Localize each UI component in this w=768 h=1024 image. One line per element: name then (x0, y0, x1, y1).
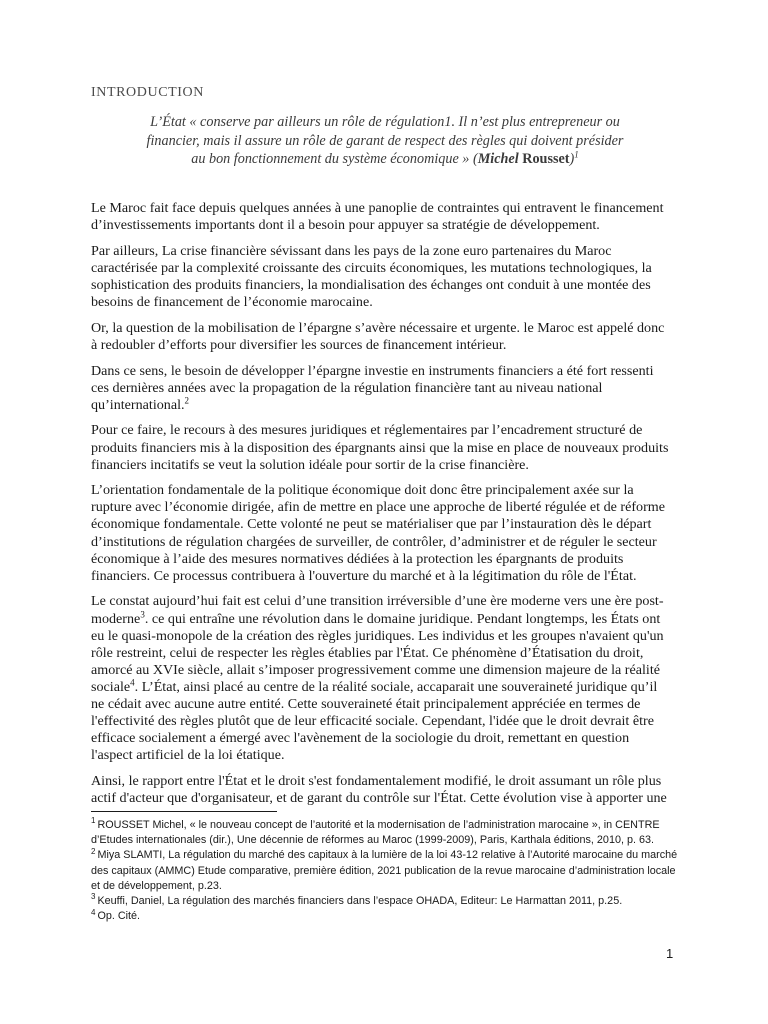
paragraph (91, 363, 673, 414)
paragraph (91, 773, 673, 807)
epigraph-author-close: ) (569, 151, 575, 167)
page-number: 1 (666, 946, 674, 961)
footnote-number: 4 (91, 907, 96, 917)
footnote (91, 848, 681, 894)
paragraph-text: Le constat aujourd’hui fait est celui d’une transition irréversible d’une ère moderne vers une ère post-moderne (91, 593, 664, 627)
footnote (91, 894, 681, 909)
epigraph-author-first: Michel (477, 151, 519, 167)
paragraph (91, 593, 673, 764)
footnote-ref: 1 (574, 149, 579, 160)
paragraph-text: Par ailleurs, La crise financière sévissant dans les pays de la zone euro partenaires du Maroc caractérisée par la complexité croissante des circuits économiques, les mutations technologiques, la sophistication des produits financiers, la mondialisation des échanges ont conduit à une montée des besoins de financement de l’économie marocaine. (91, 242, 652, 311)
section-heading: INTRODUCTION (91, 85, 204, 100)
paragraph (91, 482, 673, 585)
paragraph-text: Ainsi, le rapport entre l'État et le droit s'est fondamentalement modifié, le droit assumant un rôle plus actif d'acteur que d'organisateur, et de garant du contrôle sur l'État. Cette évolution vise à apporter une (91, 772, 667, 807)
footnote-separator (91, 811, 277, 812)
footnote-text: ROUSSET Michel, « le nouveau concept de l’autorité et la modernisation de l’administration marocaine », in CENTRE d’Etudes internationales (dir.), Une décennie de réformes au Maroc (1999-2009), Paris, Karthala éditions, 2010, p. 63. (91, 819, 660, 847)
footnotes (91, 818, 681, 924)
paragraph-text: Pour ce faire, le recours à des mesures juridiques et réglementaires par l’encadrement structuré de produits financiers mis à la disposition des épargnants ainsi que la mise en place de nouveaux produits financiers incitatifs se veut la solution idéale pour sortir de la crise financière. (91, 422, 669, 473)
footnote-ref: 2 (184, 395, 190, 406)
paragraph-text: . ce qui entraîne une révolution dans le domaine juridique. Pendant longtemps, les États ont eu le quasi-monopole de la création des règles juridiques. Les individus et les groupes n'avaient qu'un rôle restreint, celui de respecter les règles établies par l'État. Ce phénomène d’Étatisation du droit, amorcé au XVIe siècle, allait s’imposer progressivement comme une dimension majeure de la réalité sociale (91, 610, 664, 695)
paragraph-text: L’orientation fondamentale de la politique économique doit donc être principalement axée sur la rupture avec l’économie dirigée, afin de mettre en place une approche de liberté régulée et de réforme économique fondamentale. Cette volonté ne peut se matérialiser que par l’instauration dès le départ d’institutions de régulation chargées de surveiller, de contrôler, d’administrer et de réguler le secteur économique à l’aide des mesures normatives dédiées à la protection les épargnants de produits financiers. Ce processus contribuera à l'ouverture du marché et à la légitimation du rôle de l'État. (91, 482, 666, 584)
footnote-ref: 3 (140, 608, 145, 619)
paragraph (91, 243, 673, 311)
epigraph-author-last: Rousset (522, 151, 570, 167)
paragraph (91, 422, 673, 473)
paragraph-text: Dans ce sens, le besoin de développer l’épargne investie en instruments financiers a été fort ressenti ces dernières années avec la propagation de la régulation financière tant au niveau national qu’international. (91, 362, 654, 413)
body-text (91, 200, 673, 816)
paragraph-text: . L’État, ainsi placé au centre de la réalité sociale, accaparait une souveraineté juridique qu’il ne cédait avec aucune autre entité. Cette souveraineté était principalement appréciée en termes de l'effectivité des règles plutôt que de leur efficacité sociale. Cependant, l'idée que le droit devrait être efficace socialement a émergé avec l'avènement de la sociologie du droit, remettant en question l'aspect artificiel de la loi étatique. (91, 678, 658, 764)
footnote-ref: 4 (130, 677, 135, 688)
epigraph-quote (140, 113, 630, 169)
footnote-text: Keuffi, Daniel, La régulation des marchés financiers dans l’espace OHADA, Editeur: Le Harmattan 2011, p.25. (97, 895, 623, 908)
footnote-text: Op. Cité. (97, 910, 141, 923)
paragraph (91, 320, 673, 354)
footnote-number: 1 (91, 816, 96, 826)
paragraph-text: Le Maroc fait face depuis quelques années à une panoplie de contraintes qui entravent le financement d’investissements importants dont il a besoin pour appuyer sa stratégie de développement. (91, 200, 664, 234)
footnote-number: 2 (91, 846, 96, 856)
footnote (91, 818, 681, 848)
paragraph (91, 200, 673, 234)
footnote-number: 3 (91, 892, 96, 902)
footnote (91, 909, 681, 924)
epigraph-author-open: ( (472, 151, 478, 167)
paragraph-text: Or, la question de la mobilisation de l’épargne s’avère nécessaire et urgente. le Maroc est appelé donc à redoubler d’efforts pour diversifier les sources de financement intérieur. (91, 319, 665, 353)
epigraph-text: L’État « conserve par ailleurs un rôle de régulation1. Il n’est plus entrepreneur ou financier, mais il assure un rôle de garant de respect des règles qui doivent présider au bon fonctionnement du système économique » (146, 114, 624, 167)
footnote-text: Miya SLAMTI, La régulation du marché des capitaux à la lumière de la loi 43-12 relative à l’Autorité marocaine du marché des capitaux (AMMC) Etude comparative, première édition, 2021 publication de la revue marocaine d’administration locale et de développement, p.23. (91, 849, 678, 892)
